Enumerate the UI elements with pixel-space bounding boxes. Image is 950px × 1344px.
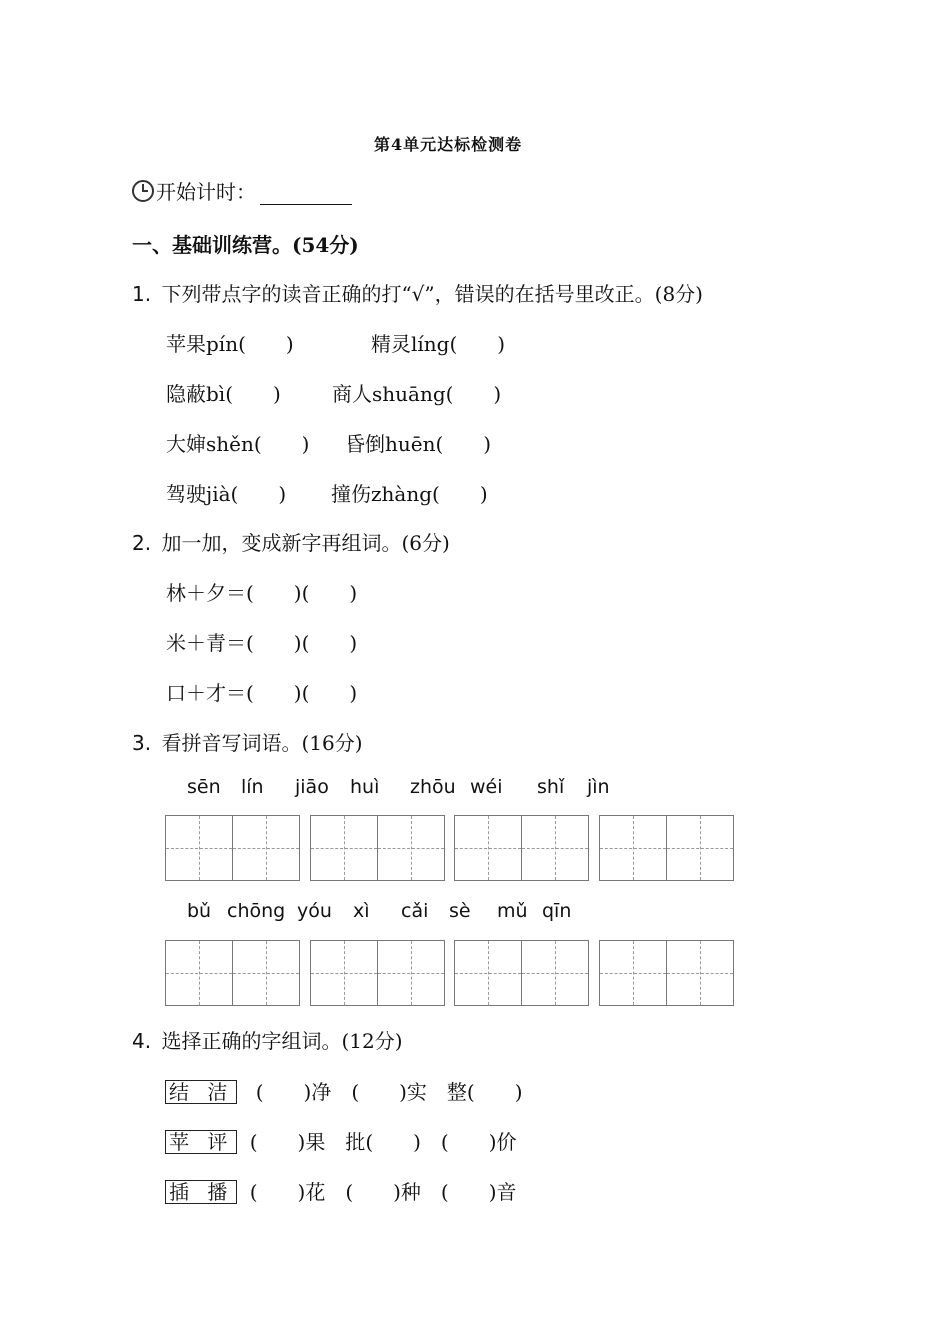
pinyin: cǎi (401, 900, 429, 922)
q1-item: 商人shuāng( ) (332, 382, 502, 406)
grid-cell[interactable] (377, 940, 445, 1006)
question-prompt: 选择正确的字组词。(12分) (161, 1029, 403, 1053)
grid-cell[interactable] (310, 940, 378, 1006)
question-4 (132, 1025, 403, 1054)
choice-box: 苹 评 (165, 1130, 237, 1154)
question-prompt: 加一加，变成新字再组词。(6分) (161, 531, 450, 555)
pinyin: qīn (542, 900, 572, 922)
question-number: 3. (132, 731, 152, 755)
writing-grid[interactable] (599, 815, 734, 881)
grid-cell[interactable] (232, 940, 300, 1006)
q2-item: 米＋青＝( )( ) (166, 631, 358, 655)
pinyin: sēn (187, 776, 221, 798)
grid-cell[interactable] (599, 940, 667, 1006)
question-number: 2. (132, 531, 152, 555)
grid-cell[interactable] (377, 815, 445, 881)
q4-row-text: ( )花 ( )种 ( )音 (249, 1180, 517, 1204)
q1-item: 大婶shěn( ) (166, 432, 310, 456)
q4-row (165, 1176, 517, 1205)
q1-item: 隐蔽bì( ) (166, 382, 281, 406)
grid-cell[interactable] (454, 940, 522, 1006)
grid-cell[interactable] (454, 815, 522, 881)
question-2 (132, 527, 450, 556)
choice-box: 结 洁 (165, 1080, 237, 1104)
q1-item: 昏倒huēn( ) (345, 432, 492, 456)
pinyin: bǔ (187, 900, 212, 922)
clock-icon (132, 180, 154, 202)
writing-grid[interactable] (165, 815, 300, 881)
grid-cell[interactable] (666, 815, 734, 881)
q2-item: 林＋夕＝( )( ) (166, 581, 358, 605)
grid-cell[interactable] (232, 815, 300, 881)
q4-row (165, 1126, 517, 1155)
writing-grid[interactable] (454, 815, 589, 881)
q4-row (165, 1076, 523, 1105)
grid-cell[interactable] (666, 940, 734, 1006)
choice-box: 插 播 (165, 1180, 237, 1204)
pinyin: chōng (227, 900, 286, 922)
q1-item: 精灵líng( ) (371, 332, 506, 356)
pinyin: xì (353, 900, 370, 922)
grid-cell[interactable] (165, 940, 233, 1006)
timer-label: 开始计时： (156, 180, 256, 204)
writing-grid[interactable] (310, 815, 445, 881)
grid-cell[interactable] (521, 815, 589, 881)
question-number: 1. (132, 282, 152, 306)
pinyin: zhōu (410, 776, 456, 798)
question-number: 4. (132, 1029, 152, 1053)
q4-row-text: ( )果 批( ) ( )价 (249, 1130, 517, 1154)
q4-row-text: ( )净 ( )实 整( ) (255, 1080, 523, 1104)
timer-line (132, 176, 352, 205)
page-title: 第4单元达标检测卷 (374, 135, 523, 154)
pinyin: huì (350, 776, 380, 798)
question-1 (132, 278, 703, 307)
pinyin: shǐ (537, 776, 565, 798)
q1-item: 驾驶jià( ) (166, 482, 287, 506)
grid-cell[interactable] (310, 815, 378, 881)
writing-grid[interactable] (165, 940, 300, 1006)
grid-cell[interactable] (521, 940, 589, 1006)
question-prompt: 看拼音写词语。(16分) (161, 731, 363, 755)
q1-item: 苹果pín( ) (166, 332, 294, 356)
pinyin: jiāo (295, 776, 329, 798)
pinyin: lín (241, 776, 264, 798)
question-3 (132, 727, 363, 756)
q2-item: 口＋才＝( )( ) (166, 681, 358, 705)
timer-blank[interactable] (260, 184, 352, 205)
pinyin: jìn (587, 776, 610, 798)
q1-item: 撞伤zhàng( ) (331, 482, 488, 506)
grid-cell[interactable] (599, 815, 667, 881)
pinyin: mǔ (497, 900, 528, 922)
section-heading: 一、基础训练营。(54分) (132, 233, 359, 257)
writing-grid[interactable] (599, 940, 734, 1006)
grid-cell[interactable] (165, 815, 233, 881)
pinyin: yóu (297, 900, 332, 922)
pinyin: wéi (470, 776, 503, 798)
writing-grid[interactable] (310, 940, 445, 1006)
pinyin: sè (449, 900, 471, 922)
writing-grid[interactable] (454, 940, 589, 1006)
question-prompt: 下列带点字的读音正确的打“√”，错误的在括号里改正。(8分) (161, 282, 703, 306)
